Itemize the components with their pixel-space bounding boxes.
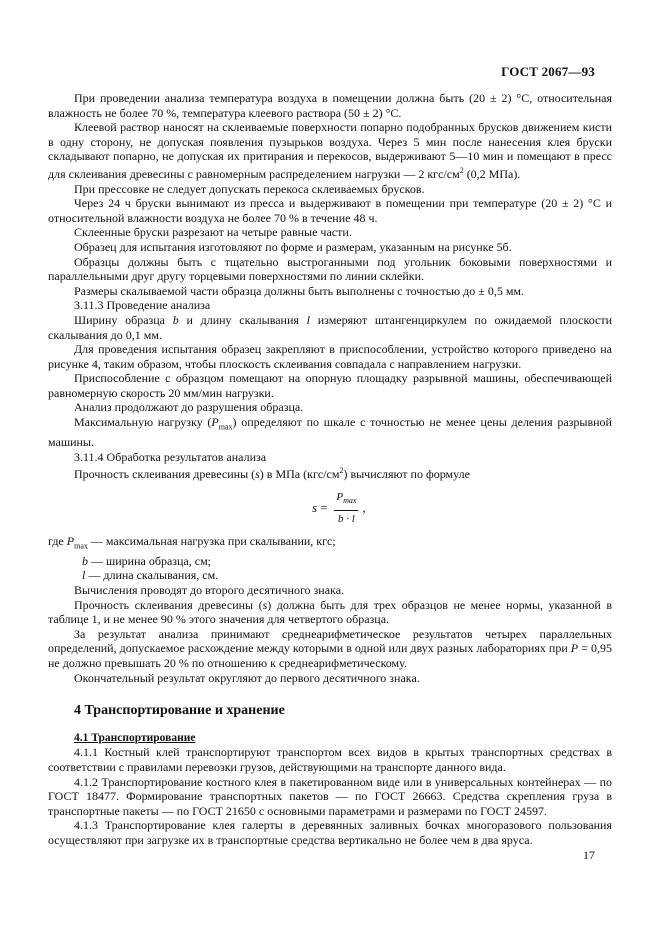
variable-l: l (82, 568, 86, 583)
paragraph: Для проведения испытания образец закрепляют в приспособлении, устройство которого приведено на рисунке 4, таким образом, чтобы плоскость склеивания совпадала с направлением нагрузки. (48, 342, 612, 371)
strength-formula (48, 482, 612, 534)
superscript: 2 (459, 165, 464, 175)
paragraph: Через 24 ч бруски вынимают из пресса и выдерживают в помещении при температуре (20 ± 2) °С и относительной влажности воздуха не более 70 % в течение 48 ч. (48, 196, 612, 225)
paragraph: 4.1.1 Костный клей транспортируют транспортом всех видов в крытых транспортных средствах в соответствии с правилами перевозки грузов, действующими на транспорте данного вида. (48, 745, 612, 774)
paragraph (48, 120, 612, 181)
paragraph: 4.1.3 Транспортирование клея галерты в деревянных заливных бочках многоразового пользования осуществляют при загрузке их в транспортные средства вертикально не более чем в два яруса. (48, 818, 612, 847)
subsection-heading-3-11-3: 3.11.3 Проведение анализа (74, 298, 211, 313)
document-body (48, 91, 612, 848)
variable-b: b (82, 553, 88, 568)
legend-text: — длина скалывания, см. (85, 568, 219, 583)
paragraph: Вычисления проводят до второго десятичного знака. (74, 583, 345, 597)
paragraph-text: Прочность склеивания древесины ( (74, 597, 263, 612)
subsection-heading-4-1 (48, 731, 612, 746)
paragraph-text: ) в МПа (кгс/см (259, 467, 340, 482)
legend-row (48, 568, 612, 583)
legend-row (48, 534, 612, 554)
subscript: max (218, 422, 233, 432)
paragraph-text: (0,2 МПа). (463, 166, 521, 181)
legend-text: где (48, 533, 67, 548)
variable-s: s (262, 597, 268, 612)
legend-text: — ширина образца, см; (88, 553, 212, 568)
section-heading-4: 4 Транспортирование и хранение (74, 703, 285, 719)
variable-p: P (570, 641, 579, 656)
formula-comma: , (362, 499, 366, 515)
superscript: 2 (339, 466, 344, 476)
paragraph: Окончательный результат округляют до первого десятичного знака. (74, 670, 420, 685)
paragraph-text: За результат анализа принимают среднеарифметическое результатов четырех параллельных определений, допускаемое расхождение между которыми в одной или двух разных лабораториях при (48, 626, 612, 656)
variable-b: b (172, 312, 179, 327)
variable-p: P (66, 533, 75, 548)
formula-denominator: b · l (338, 512, 355, 525)
formula-numerator (334, 490, 358, 511)
paragraph: 4.1.2 Транспортирование костного клея в пакетированном виде или в универсальных контейнерах — по ГОСТ 18477. Формирование транспортных пакетов — по ГОСТ 26663. Средства скрепления груза в транспортные пакеты — по ГОСТ 21650 с основными параметрами и размерами по ГОСТ 24597. (48, 774, 612, 818)
subsection-heading-3-11-4: 3.11.4 Обработка результатов анализа (74, 449, 267, 464)
paragraph-text: = 0,95 не должно превышать 20 % по отношению к среднеарифметическому. (48, 641, 612, 670)
subscript: max (74, 541, 88, 551)
paragraph: Склеенные бруски разрезают на четыре равные части. (74, 225, 352, 240)
paragraph (48, 313, 612, 342)
numerator-symbol: P (336, 490, 344, 503)
variable-l: l (306, 312, 310, 327)
paragraph: Образцы должны быть с тщательно выстроганными под угольник боковыми поверхностями и параллельными друг другу торцевыми поверхностями по линии склейки. (48, 254, 612, 284)
paragraph: При проведении анализа температура воздуха в помещении должна быть (20 ± 2) °С, относительная влажность не более 70 %, температура клеевого раствора (50 ± 2) °С. (48, 91, 612, 120)
variable-s: s (255, 467, 260, 482)
paragraph: Образец для испытания изготовляют по форме и размерам, указанным на рисунке 5б. (74, 239, 512, 254)
subsection-heading-text: 4.1 Транспортирование (74, 731, 196, 744)
formula-fraction (334, 490, 358, 526)
paragraph-text: ) вычисляют по формуле (343, 467, 470, 482)
paragraph: Размеры скалываемой части образца должны быть выполнены с точностью до ± 0,5 мм. (74, 283, 525, 298)
paragraph-text: и длину скалывания (178, 312, 307, 327)
paragraph-text: Клеевой раствор наносят на склеиваемые поверхности попарно подобранных брусков движением кисти в одну сторону, не допуская появления пузырьков воздуха. Через 5 мин после нанесения клея бруски складывают попарно, не допуская их притирания и перекосов, выдерживают 5—10 мин и помещают в пресс для склеивания древесины с равномерным распределением нагрузки — 2 кгс/см (48, 120, 612, 181)
paragraph-text: ) должна быть для трех образцов не менее нормы, указанной в таблице 1, и не менее 90 % этого значения для четвертого образца. (48, 597, 612, 627)
paragraph-text: измеряют штангенциркулем по ожидаемой плоскости скалывания до 0,1 мм. (48, 312, 612, 342)
paragraph-text: Ширину образца (74, 312, 173, 327)
page-number: 17 (583, 848, 595, 862)
paragraph (48, 627, 612, 671)
document-code-header: ГОСТ 2067—93 (501, 64, 595, 79)
numerator-subscript: max (343, 496, 357, 506)
paragraph-text: Максимальную нагрузку ( (74, 415, 212, 430)
legend-row (48, 554, 612, 569)
paragraph: Анализ продолжают до разрушения образца. (74, 400, 304, 415)
paragraph (48, 415, 612, 450)
formula-lhs: s (312, 499, 318, 515)
paragraph (48, 598, 612, 627)
paragraph (48, 464, 612, 482)
legend-text: — максимальная нагрузка при скалывании, кгс; (87, 533, 336, 548)
paragraph: При прессовке не следует допускать перекоса склеиваемых брусков. (74, 181, 425, 196)
paragraph: Приспособление с образцом помещают на опорную площадку разрывной машины, обеспечивающей равномерную скорость 20 мм/мин нагрузки. (48, 371, 612, 400)
paragraph-text: ) определяют по шкале с точностью не менее цены деления разрывной машины. (48, 415, 612, 450)
paragraph-text: Прочность склеивания древесины ( (74, 467, 256, 482)
formula-legend (48, 534, 612, 583)
variable-p: P (211, 415, 219, 430)
formula-equals: = (320, 499, 328, 515)
